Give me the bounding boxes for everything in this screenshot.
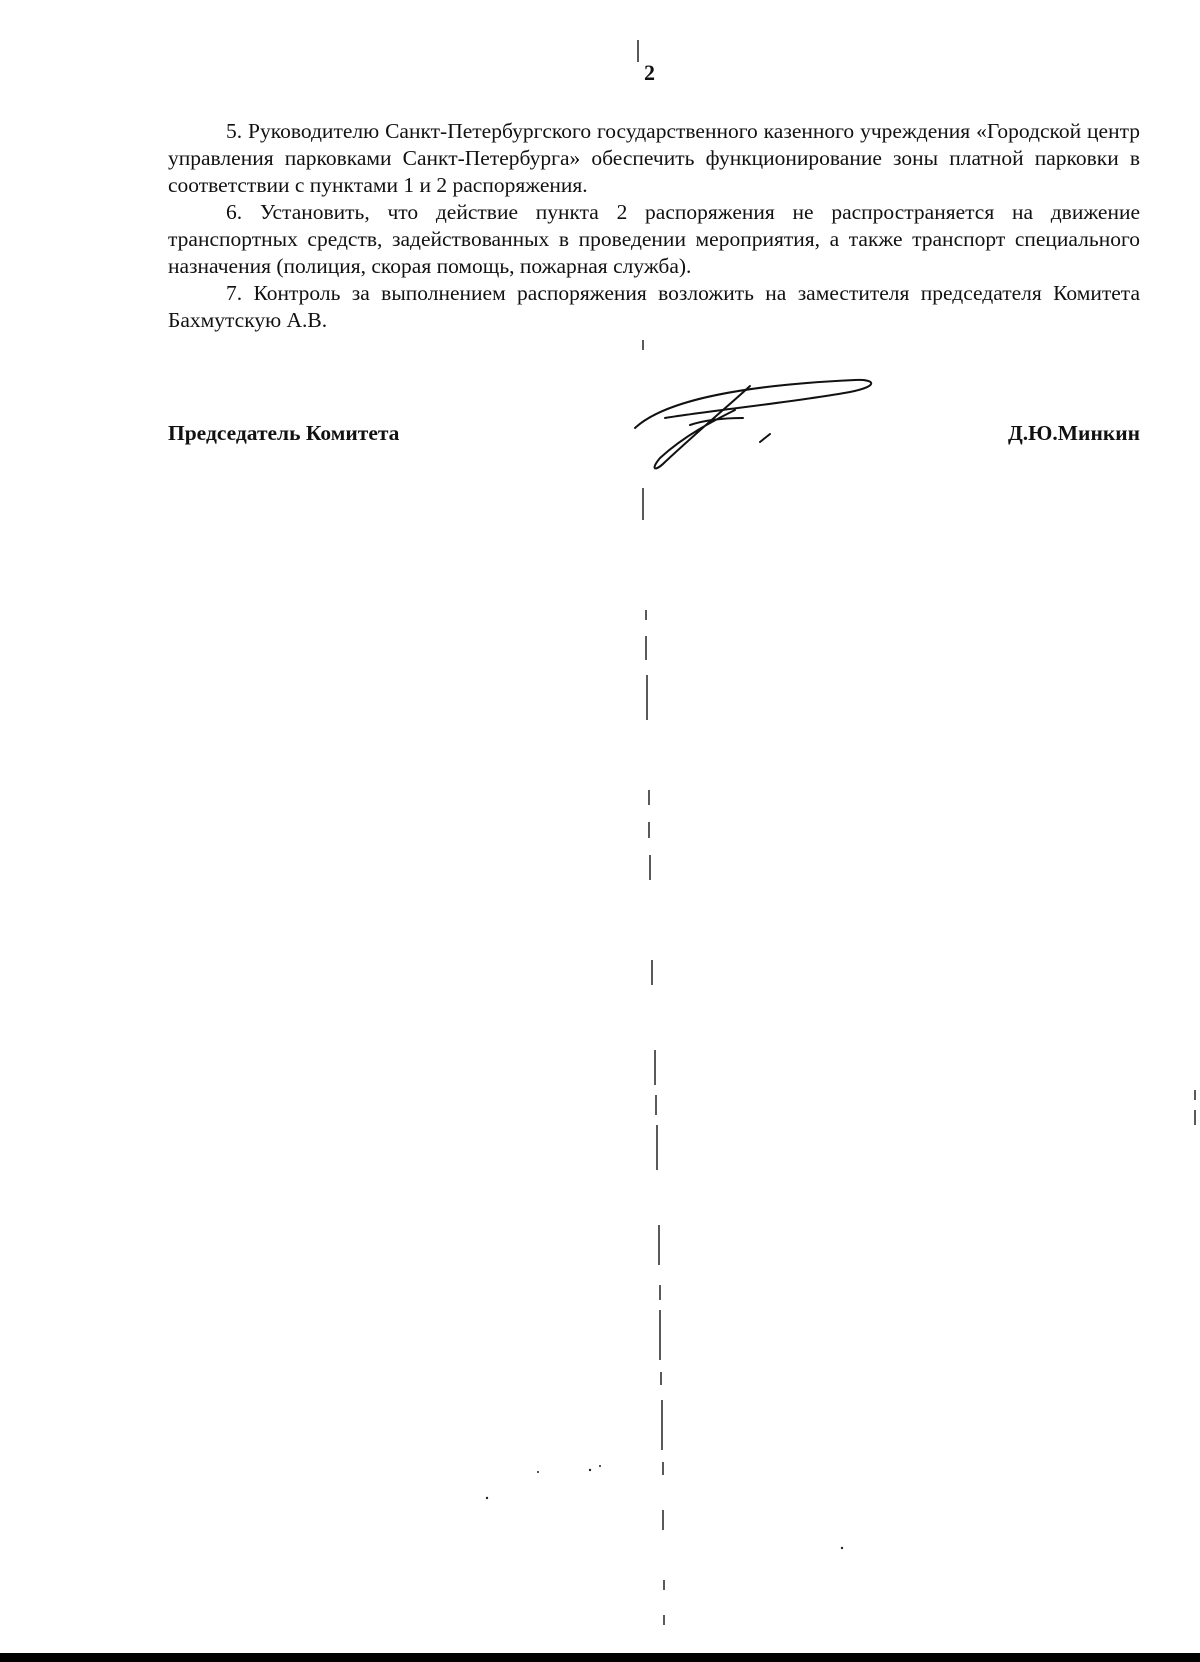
page-number: 2 [644, 60, 655, 85]
paragraph-7: 7. Контроль за выполнением распоряжения возложить на заместителя председателя Комитета Бахмутскую А.В. [168, 281, 1140, 332]
paragraph-5: 5. Руководителю Санкт-Петербургского государственного казенного учреждения «Городской центр управления парковками Санкт-Петербурга» обеспечить функционирование зоны платной парковки в соответствии с пунктами 1 и 2 распоряжения. [168, 119, 1140, 197]
handwritten-signature [625, 370, 885, 480]
paragraph-6: 6. Установить, что действие пункта 2 распоряжения не распространяется на движение транспортных средств, задействованных в проведении мероприятия, а также транспорт специального назначения (полиция, скорая помощь, пожарная служба). [168, 200, 1140, 278]
signatory-name: Д.Ю.Минкин [1008, 421, 1140, 445]
signatory-title: Председатель Комитета [168, 421, 400, 445]
scan-bottom-edge [0, 1653, 1200, 1662]
document-body [168, 118, 1140, 334]
